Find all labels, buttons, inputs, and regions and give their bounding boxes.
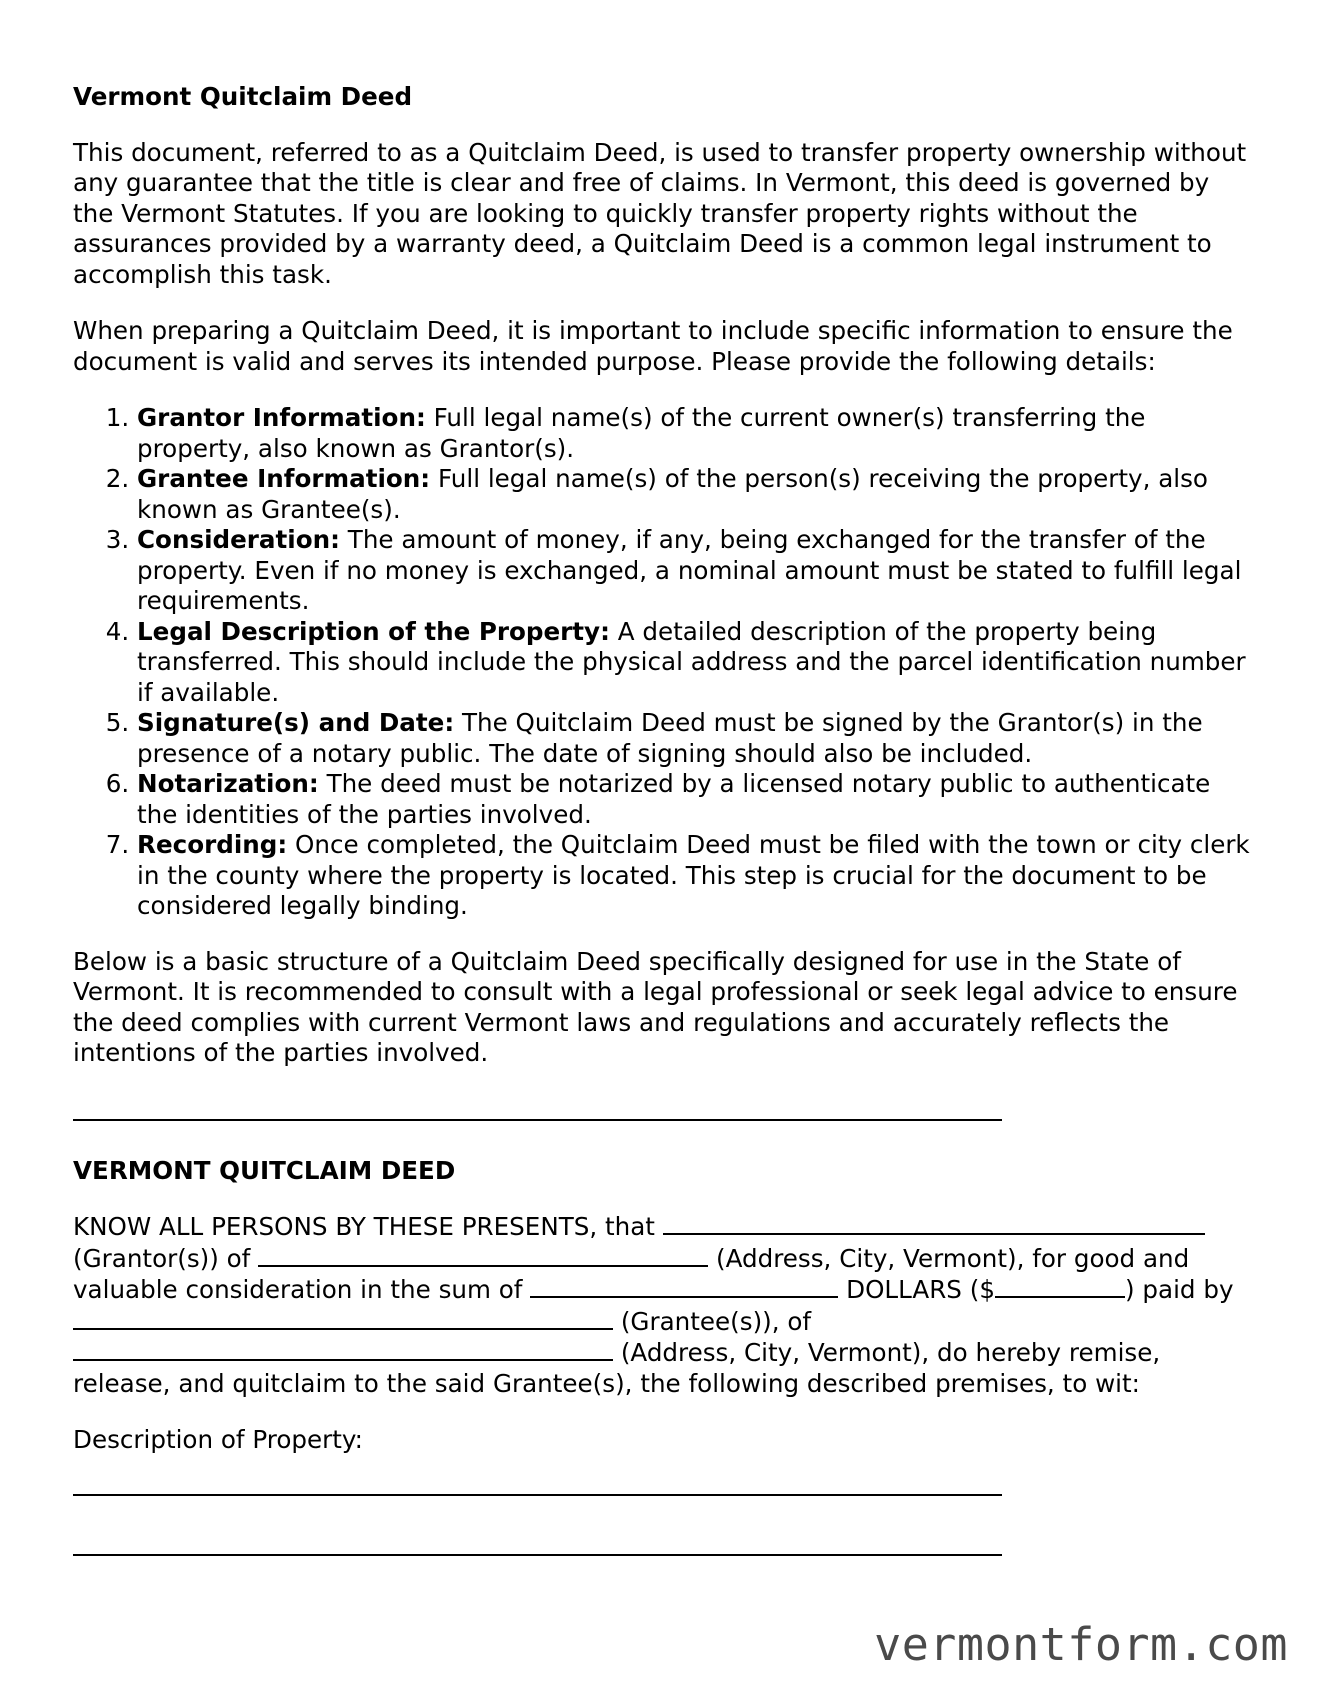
deed-text-segment: (Grantor(s)) of bbox=[73, 1243, 251, 1273]
deed-text-segment: (Grantee(s)), of bbox=[620, 1306, 812, 1336]
list-item bbox=[137, 525, 1253, 617]
list-item-text: Full legal name(s) of the person(s) receiving the property, also known as Grantee(s). bbox=[137, 464, 1208, 524]
list-item-text: A detailed description of the property being transferred. This should include the physical address and the parcel identification number if available. bbox=[137, 616, 1246, 707]
list-item bbox=[137, 617, 1253, 709]
list-item-term: Legal Description of the Property: bbox=[137, 616, 610, 646]
list-item bbox=[137, 464, 1253, 525]
intro-paragraph: This document, referred to as a Quitclaim Deed, is used to transfer property ownership without any guarantee that the title is clear and free of claims. In Vermont, this deed is governed by the Vermont Statutes. If you are looking to quickly transfer property rights without the assurances provided by a warranty deed, a Quitclaim Deed is a common legal instrument to accomplish this task. bbox=[73, 137, 1247, 289]
deed-body bbox=[73, 1211, 1253, 1399]
list-item bbox=[137, 403, 1253, 464]
required-details-list bbox=[73, 403, 1253, 922]
grantee-address-field[interactable] bbox=[73, 1337, 613, 1361]
deed-text-segment: ) paid by bbox=[1124, 1275, 1234, 1304]
deed-text-segment: KNOW ALL PERSONS BY THESE PRESENTS, that bbox=[73, 1212, 655, 1241]
description-label: Description of Property: bbox=[73, 1425, 363, 1454]
deed-text-segment: DOLLARS ($ bbox=[846, 1275, 995, 1304]
property-description-line-2[interactable] bbox=[73, 1554, 1002, 1556]
list-item-text: The Quitclaim Deed must be signed by the Grantor(s) in the presence of a notary public. The date of signing should also be included. bbox=[137, 708, 1203, 768]
list-item-text: Full legal name(s) of the current owner(s) transferring the property, also known as Grantor(s). bbox=[137, 403, 1146, 463]
consideration-words-field[interactable] bbox=[530, 1274, 838, 1298]
list-item-text: The amount of money, if any, being exchanged for the transfer of the property. Even if no money is exchanged, a nominal amount must be stated to fulfill legal requirements. bbox=[137, 525, 1242, 615]
list-item-term: Consideration: bbox=[137, 525, 340, 554]
deed-text-segment: (Address, City, Vermont), for good and valuable consideration in the sum of bbox=[73, 1243, 1190, 1304]
list-item-term: Grantee Information: bbox=[137, 464, 431, 493]
list-item-term: Signature(s) and Date: bbox=[137, 708, 455, 737]
list-item-text: The deed must be notarized by a licensed notary public to authenticate the identities of the parties involved. bbox=[137, 769, 1211, 829]
list-item-term: Recording: bbox=[137, 830, 288, 859]
closing-paragraph: Below is a basic structure of a Quitclaim Deed specifically designed for use in the State of Vermont. It is recommended to consult with a legal professional or seek legal advice to ensure the deed complies with current Vermont laws and regulations and accurately reflects the intentions of the parties involved. bbox=[73, 946, 1238, 1067]
consideration-amount-field[interactable] bbox=[995, 1274, 1125, 1298]
preparation-paragraph: When preparing a Quitclaim Deed, it is important to include specific information to ensure the document is valid and serves its intended purpose. Please provide the following details: bbox=[73, 316, 1233, 376]
list-item-text: Once completed, the Quitclaim Deed must be filed with the town or city clerk in the county where the property is located. This step is crucial for the document to be considered legally binding. bbox=[137, 830, 1250, 920]
list-item-term: Notarization: bbox=[137, 769, 319, 798]
document-page bbox=[73, 82, 1253, 1556]
grantor-address-field[interactable] bbox=[258, 1243, 708, 1267]
deed-text-segment: (Address, City, Vermont), do hereby remise, release, and quitclaim to the said Grantee(s), the following described premises, to wit: bbox=[73, 1338, 1161, 1398]
deed-title: VERMONT QUITCLAIM DEED bbox=[73, 1155, 456, 1185]
grantor-name-field[interactable] bbox=[663, 1211, 1205, 1235]
watermark: vermontform.com bbox=[874, 1618, 1288, 1671]
section-divider bbox=[73, 1119, 1002, 1121]
list-item-term: Grantor Information: bbox=[137, 403, 426, 432]
grantee-name-field[interactable] bbox=[73, 1306, 613, 1330]
list-item bbox=[137, 708, 1253, 769]
list-item bbox=[137, 769, 1253, 830]
property-description-line-1[interactable] bbox=[73, 1494, 1002, 1496]
document-title: Vermont Quitclaim Deed bbox=[73, 82, 413, 111]
list-item bbox=[137, 830, 1253, 922]
